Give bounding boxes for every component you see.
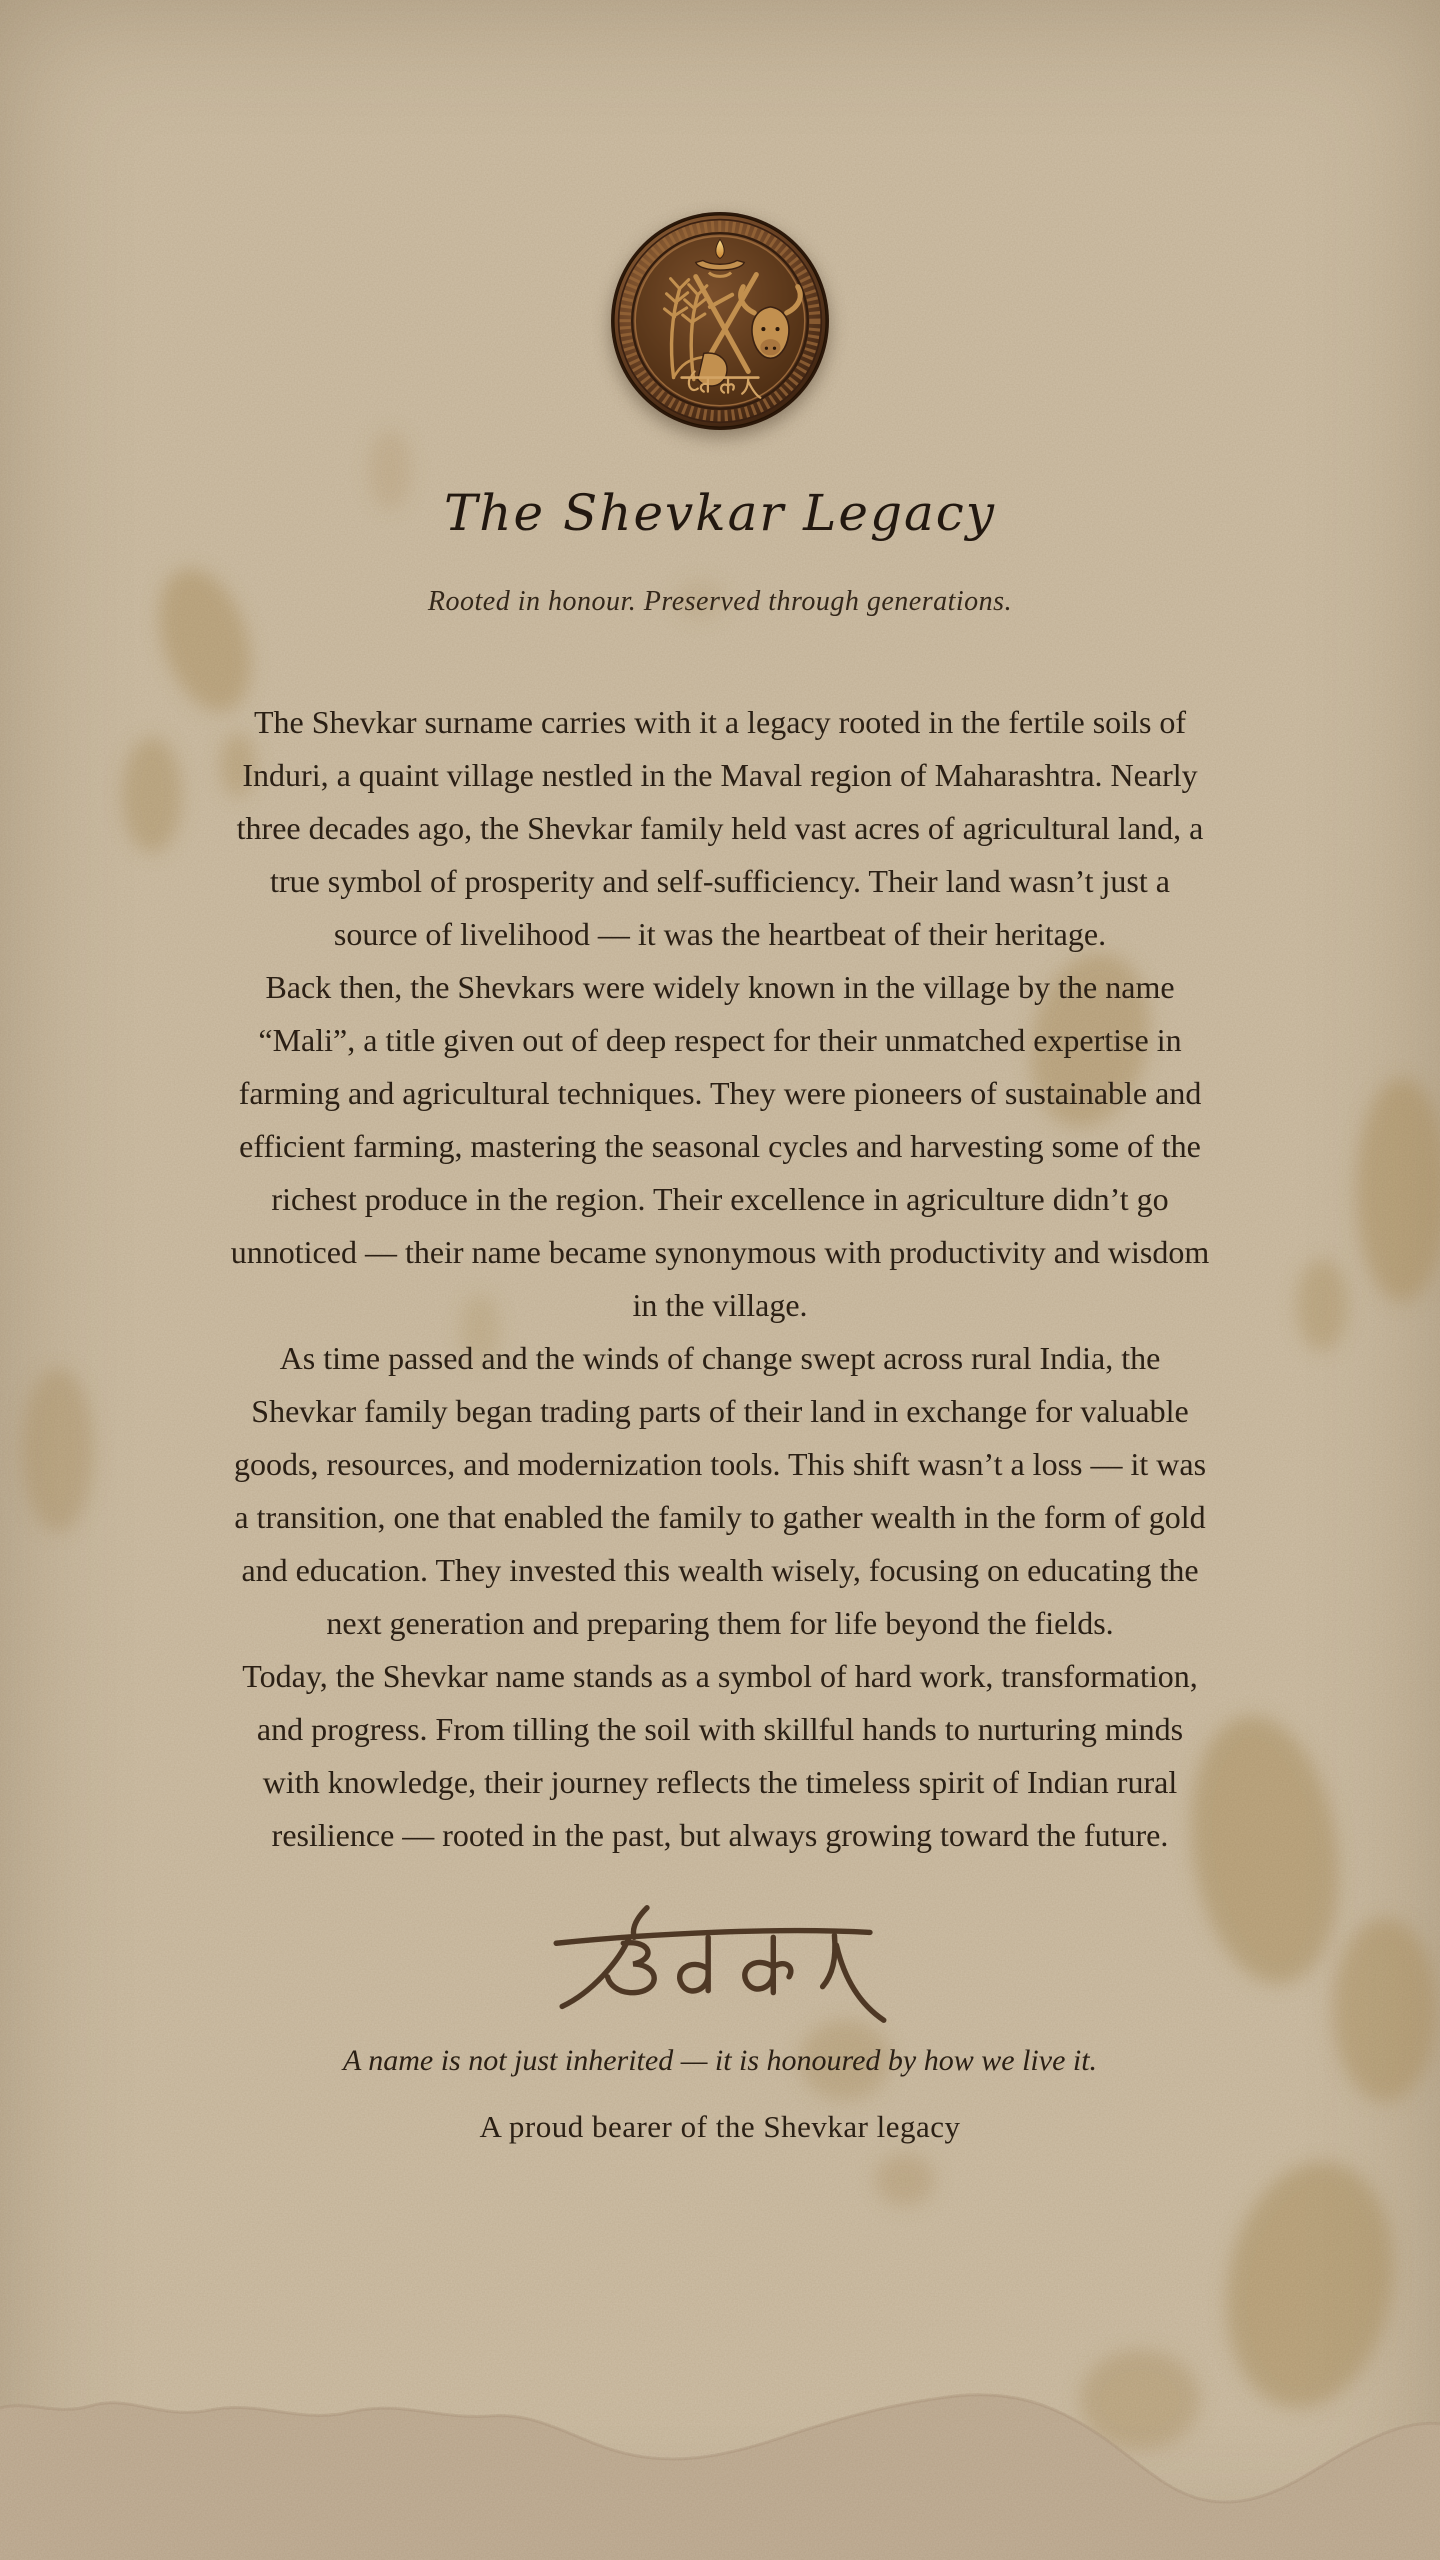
page-title: The Shevkar Legacy — [443, 484, 997, 542]
body-paragraph: As time passed and the winds of change swept across rural India, the Shevkar family began trading parts of their land in exchange for valuable goods, resources, and modernization tools. This shift wasn’t a loss — it was a transition, one that enabled the family to gather wealth in the form of gold and education. They invested this wealth wisely, focusing on educating the next generation and preparing them for life beyond the fields. — [233, 1340, 1207, 1641]
legacy-quote: A name is not just inherited — it is honoured by how we live it. — [342, 2044, 1098, 2077]
medallion-inscription-text — [720, 0, 721, 1]
page-subtitle: Rooted in honour. Preserved through generations. — [427, 586, 1013, 617]
body-paragraph: Today, the Shevkar name stands as a symbol of hard work, transformation, and progress. From tilling the soil with skillful hands to nurturing minds with knowledge, their journey reflects the timeless spirit of Indian rural resilience — rooted in the past, but always growing toward the future. — [242, 1658, 1198, 1853]
body-paragraph: Back then, the Shevkars were widely known in the village by the name “Mali”, a title given out of deep respect for their unmatched expertise in farming and agricultural techniques. They were pioneers of sustainable and efficient farming, mastering the seasonal cycles and harvesting some of the richest produce in the region. Their excellence in agriculture didn’t go unnoticed — their name became synonymous with productivity and wisdom in the village. — [230, 969, 1210, 1323]
body-paragraph: The Shevkar surname carries with it a legacy rooted in the fertile soils of Induri, a quaint village nestled in the Maval region of Maharashtra. Nearly three decades ago, the Shevkar family held vast acres of agricultural land, a true symbol of prosperity and self-sufficiency. Their land wasn’t just a source of livelihood — it was the heartbeat of their heritage. — [236, 704, 1204, 952]
family-crest-medallion — [609, 210, 831, 432]
signature-text — [720, 0, 721, 1]
shevkar-signature — [530, 1888, 910, 2036]
closing-line: A proud bearer of the Shevkar legacy — [479, 2109, 961, 2144]
legacy-story-text — [228, 696, 1213, 1862]
